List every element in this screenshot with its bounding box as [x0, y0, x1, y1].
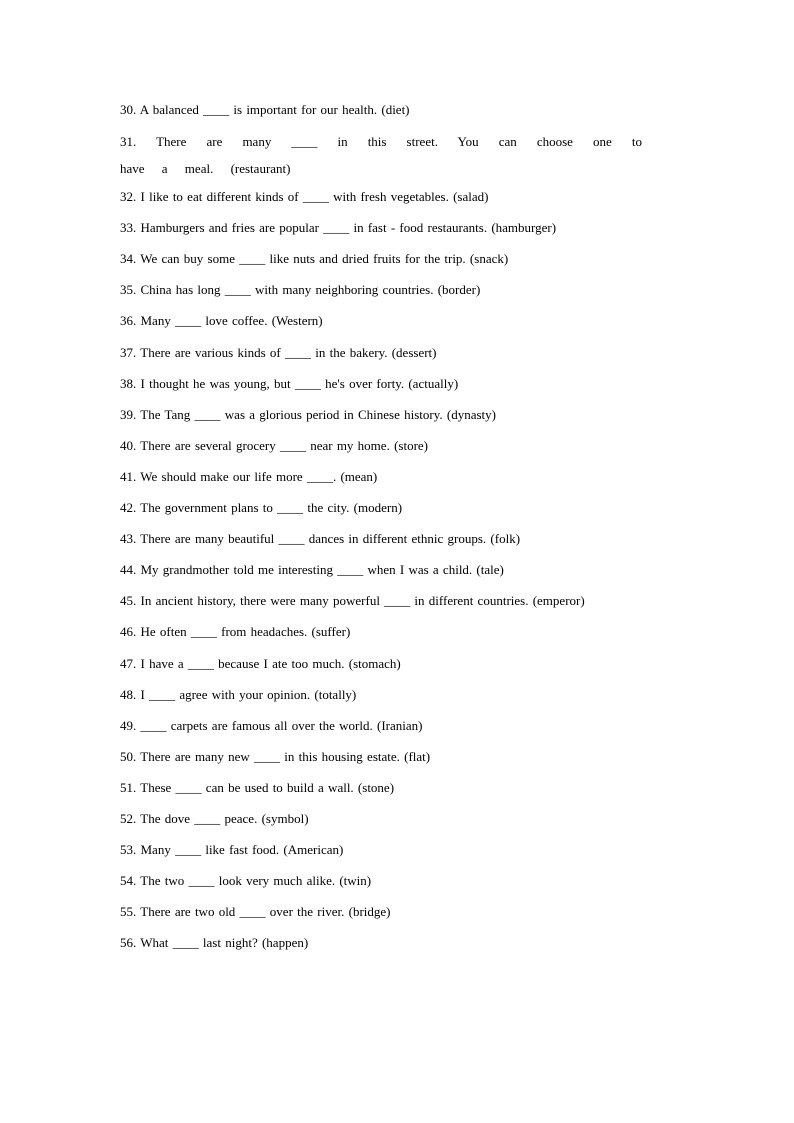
exercise-item-38: 38. I thought he was young, but ____ he's over forty. (actually): [120, 375, 459, 391]
exercise-item-39: 39. The Tang ____ was a glorious period in Chinese history. (dynasty): [120, 406, 496, 422]
exercise-item-40: 40. There are several grocery ____ near my home. (store): [120, 437, 428, 453]
exercise-item-41: 41. We should make our life more ____. (mean): [120, 468, 378, 484]
exercise-item-54: 54. The two ____ look very much alike. (twin): [120, 873, 372, 889]
exercise-item-33: 33. Hamburgers and fries are popular ____ in fast - food restaurants. (hamburger): [120, 220, 557, 236]
exercise-item-50: 50. There are many new ____ in this housing estate. (flat): [120, 748, 431, 764]
exercise-item-37: 37. There are various kinds of ____ in the bakery. (dessert): [120, 344, 437, 360]
exercise-item-32: 32. I like to eat different kinds of ____ with fresh vegetables. (salad): [120, 189, 489, 205]
exercise-item-47: 47. I have a ____ because I ate too much. (stomach): [120, 655, 401, 671]
exercise-item-55: 55. There are two old ____ over the river. (bridge): [120, 904, 391, 920]
exercise-item-49: 49. ____ carpets are famous all over the world. (Iranian): [120, 717, 423, 733]
exercise-item-51: 51. These ____ can be used to build a wall. (stone): [120, 779, 395, 795]
exercise-item-30: 30. A balanced ____ is important for our health. (diet): [120, 102, 410, 117]
exercise-item-56: 56. What ____ last night? (happen): [120, 935, 309, 951]
exercise-item-48: 48. I ____ agree with your opinion. (totally): [120, 686, 357, 702]
exercise-item-44: 44. My grandmother told me interesting ____ when I was a child. (tale): [120, 562, 504, 578]
exercise-item-36: 36. Many ____ love coffee. (Western): [120, 313, 323, 329]
exercise-item-53: 53. Many ____ like fast food. (American): [120, 842, 344, 858]
exercise-item-45: 45. In ancient history, there were many powerful ____ in different countries. (emperor): [120, 593, 585, 609]
exercise-item-31: 31. There are many ____ in this street. You can choose one to have a meal. (restaurant): [120, 134, 642, 177]
exercise-list: [120, 100, 680, 964]
exercise-item-52: 52. The dove ____ peace. (symbol): [120, 810, 309, 826]
exercise-item-35: 35. China has long ____ with many neighboring countries. (border): [120, 282, 481, 298]
exercise-item-46: 46. He often ____ from headaches. (suffer): [120, 624, 351, 640]
exercise-item-43: 43. There are many beautiful ____ dances in different ethnic groups. (folk): [120, 531, 521, 547]
exercise-item-42: 42. The government plans to ____ the city. (modern): [120, 500, 403, 516]
exercise-item-34: 34. We can buy some ____ like nuts and dried fruits for the trip. (snack): [120, 251, 509, 267]
